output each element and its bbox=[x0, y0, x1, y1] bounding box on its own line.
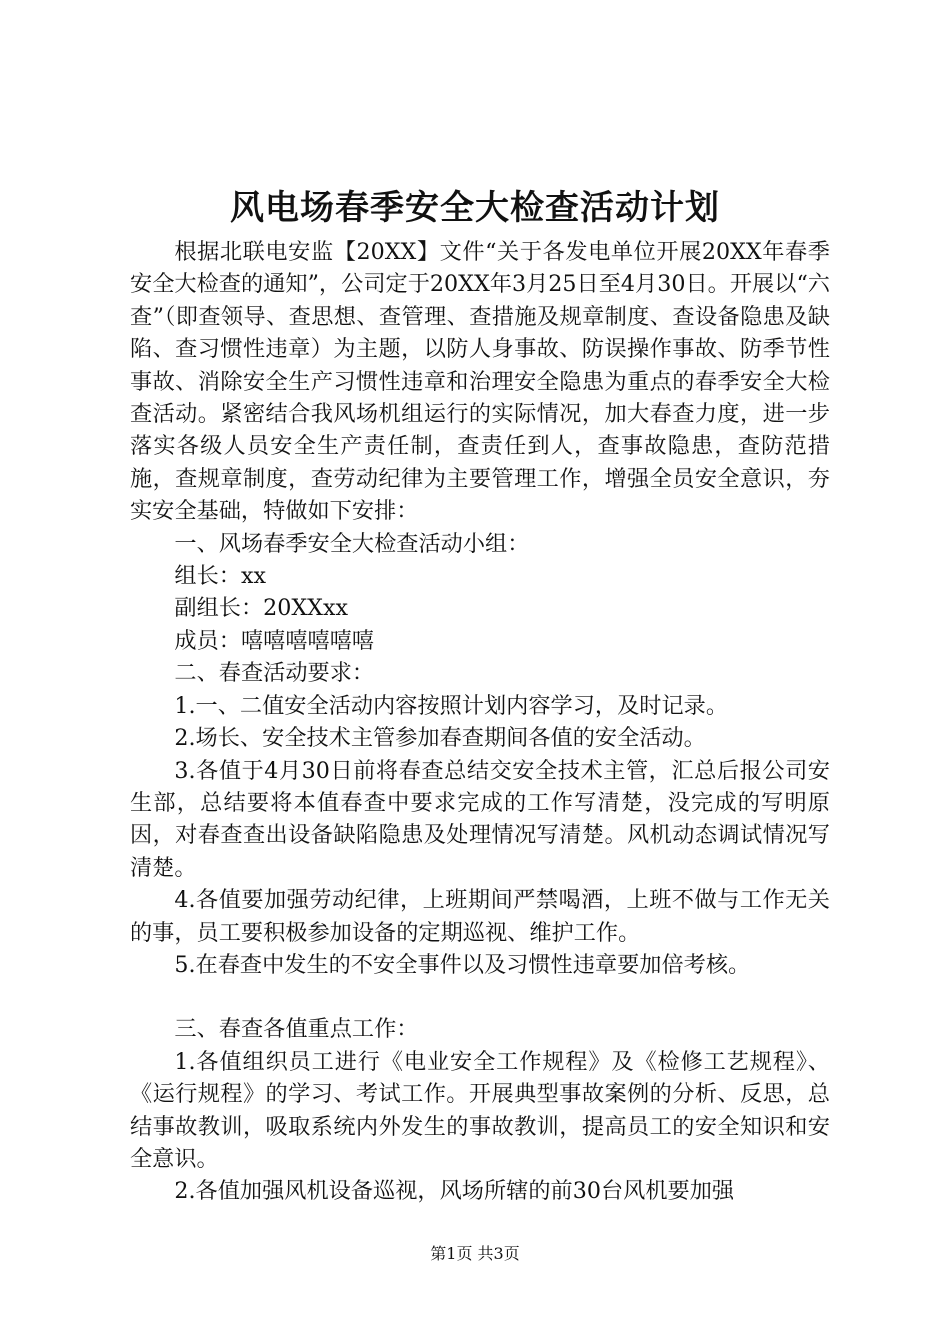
requirement-item-5: 5.在春查中发生的不安全事件以及习惯性违章要加倍考核。 bbox=[174, 951, 751, 978]
requirement-item-2: 2.场长、安全技术主管参加春查期间各值的安全活动。 bbox=[174, 725, 706, 752]
requirement-item-3: 3.各值于4月30日前将春查总结交安全技术主管，汇总后报公司安生部，总结要将本值春查中要求完成的工作写清楚，没完成的写明原因，对春查查出设备缺陷隐患及处理情况写清楚。风机动态调试情况写清楚。 bbox=[130, 757, 830, 881]
group-members: 成员：嘻嘻嘻嘻嘻嘻 bbox=[174, 627, 375, 654]
requirement-item-1: 1.一、二值安全活动内容按照计划内容学习，及时记录。 bbox=[174, 692, 729, 719]
deputy-group-leader: 副组长：20XXxx bbox=[174, 595, 348, 622]
intro-paragraph: 根据北联电安监【20XX】文件“关于各发电单位开展20XX年春季安全大检查的通知”，公司定于20XX年3月25日至4月30日。开展以“六查”（即查领导、查思想、查管理、查措施及规章制度、查设备隐患及缺陷、查习惯性违章）为主题，以防人身事故、防误操作事故、防季节性事故、消除安全生产习惯性违章和治理安全隐患为重点的春季安全大检查活动。紧密结合我风场机组运行的实际情况，加大春查力度，进一步落实各级人员安全生产责任制，查责任到人，查事故隐患，查防范措施，查规章制度，查劳动纪律为主要管理工作，增强全员安全意识，夯实安全基础，特做如下安排： bbox=[130, 239, 830, 525]
section-heading-1: 一、风场春季安全大检查活动小组： bbox=[174, 530, 530, 557]
key-work-item-1: 1.各值组织员工进行《电业安全工作规程》及《检修工艺规程》、《运行规程》的学习、考试工作。开展典型事故案例的分析、反思，总结事故教训，吸取系统内外发生的事故教训，提高员工的安全知识和安全意识。 bbox=[130, 1048, 830, 1172]
requirement-item-4: 4.各值要加强劳动纪律，上班期间严禁喝酒，上班不做与工作无关的事，员工要积极参加设备的定期巡视、维护工作。 bbox=[130, 887, 830, 946]
document-title: 风电场春季安全大检查活动计划 bbox=[230, 188, 720, 228]
page-footer: 第1页 共3页 bbox=[430, 1244, 520, 1263]
section-heading-3: 三、春查各值重点工作： bbox=[174, 1016, 419, 1043]
group-leader: 组长：xx bbox=[174, 563, 266, 590]
section-heading-2: 二、春查活动要求： bbox=[174, 660, 375, 687]
paragraph-gap bbox=[130, 981, 830, 1013]
key-work-item-2: 2.各值加强风机设备巡视，风场所辖的前30台风机要加强 bbox=[174, 1178, 735, 1205]
document-body bbox=[130, 236, 830, 1208]
